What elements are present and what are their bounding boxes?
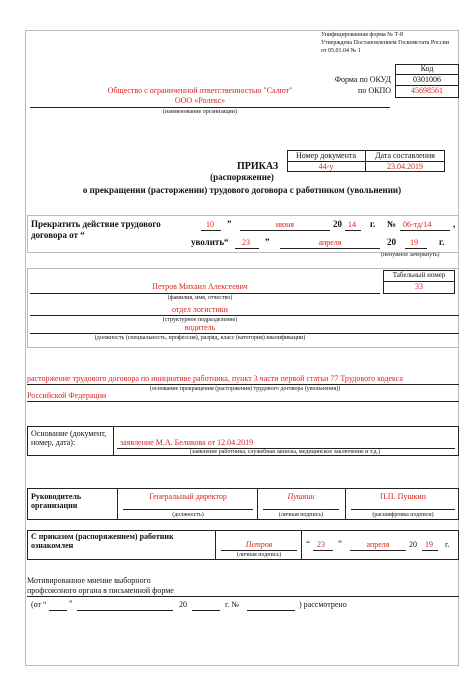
acquainted-year: 19 xyxy=(425,540,433,549)
acquainted-day: 23 xyxy=(317,540,325,549)
acquainted-signature-caption: (личная подпись) xyxy=(236,552,282,558)
dismiss-month: апреля xyxy=(318,238,342,247)
page-border xyxy=(25,30,459,666)
union-line2: профсоюзного органа в письменной форме xyxy=(27,586,174,595)
basis-label-line2: номер, дата): xyxy=(31,438,76,447)
dismiss-label: уволить xyxy=(191,237,225,247)
okud-label: Форма по ОКУД xyxy=(334,75,391,84)
okud-value: 0301006 xyxy=(413,75,441,84)
employee-position: водитель xyxy=(184,323,216,332)
contract-month: июня xyxy=(275,220,295,229)
contract-year: 14 xyxy=(348,220,356,229)
contract-number: 06-тд/14 xyxy=(403,220,432,229)
acquainted-month: апреля xyxy=(366,540,390,549)
order-subtitle: (распоряжение) xyxy=(210,172,274,182)
acquainted-signature: Петров xyxy=(245,540,273,549)
order-heading: о прекращении (расторжении) трудового договора с работником (увольнении) xyxy=(82,185,402,195)
basis-value: заявление М.А. Беликова от 12.04.2019 xyxy=(120,438,254,447)
union-from-label: (от “ xyxy=(31,600,47,609)
head-decoding: П.П. Пушкин xyxy=(380,492,426,501)
grounds-caption: (основание прекращения (расторжения) трудового договора (увольнения)) xyxy=(149,386,341,392)
approved-line2: от 05.01.04 № 1 xyxy=(321,48,361,54)
grounds-line1: расторжение трудового договора по инициативе работника, пункт 3 части первой статьи 77 Трудового кодекса xyxy=(27,374,403,383)
order-date-label: Дата составления xyxy=(375,151,435,160)
grounds-line2: Российской Федерации xyxy=(27,391,107,400)
head-signature: Пушкин xyxy=(287,492,315,501)
okpo-value: 45698561 xyxy=(411,86,443,95)
order-title: ПРИКАЗ xyxy=(237,161,279,172)
org-name-line2: ООО «Ролекс» xyxy=(174,96,226,105)
employee-name: Петров Михаил Алексеевич xyxy=(152,282,248,291)
dismiss-year: 19 xyxy=(410,238,418,247)
contract-day: 10 xyxy=(206,220,214,229)
form-title: Унифицированная форма № Т-8 xyxy=(321,32,404,38)
union-line1: Мотивированное мнение выборного xyxy=(27,576,151,585)
org-name-line1: Общество с ограниченной ответственностью "Салют" xyxy=(107,86,293,95)
basis-caption: (заявление работника, служебная записка, медицинское заключение и т.д.) xyxy=(189,449,381,455)
terminate-label-line1: Прекратить действие трудового xyxy=(31,219,161,229)
position-caption: (должность (специальность, профессия), разряд, класс (категория) квалификации) xyxy=(94,335,306,341)
acquainted-label-line1: С приказом (распоряжением) работник xyxy=(31,532,174,541)
code-label: Код xyxy=(420,64,434,73)
department-caption: (структурное подразделение) xyxy=(162,317,238,323)
terminate-label-line2: договора от “ xyxy=(31,230,85,240)
head-position: Генеральный директор xyxy=(149,492,227,501)
employee-name-caption: (фамилия, имя, отчество) xyxy=(167,295,233,301)
basis-label-line1: Основание (документ, xyxy=(31,429,107,438)
head-signature-caption: (личная подпись) xyxy=(278,512,324,518)
okpo-label: по ОКПО xyxy=(358,86,391,95)
strike-caption: (ненужное зачеркнуть) xyxy=(381,252,440,258)
head-decoding-caption: (расшифровка подписи) xyxy=(372,512,434,518)
org-caption: (наименование организации) xyxy=(163,109,237,115)
tab-number: 33 xyxy=(415,282,423,291)
order-number-label: Номер документа xyxy=(295,151,356,160)
head-label-line1: Руководитель xyxy=(31,492,82,501)
acquainted-label-line2: ознакомлен xyxy=(31,541,74,550)
document-page: Унифицированная форма № Т-8 Утверждена Постановлением Госкомстата России от 05.01.04 № 1 Код Форма по ОКУД 0301006 по ОКПО 45698561 Общество с ограниченной ответственностью "Салют" ООО «Ролекс» (наименование организации) Номер документа Дата составления ПРИКАЗ 44-у 23.04.2019 (распоряжение) о прекращении (расторжении) трудового договора с работником (увольнении) Прекратить действие трудового договора от “ 10 ” июня 20 14 г. № 06-тд/14 , уволить “ 23 ” апреля 20 19 г. (ненужное зачеркнуть) Табельный номер 33 Петров Михаил Алексеевич (фамилия, имя, отчество) отдел логистики (структурное подразделение) водитель (должность (специальность, профессия), разряд, класс (категория) квалификации) расторжение трудового договора по инициативе работника, пункт 3 части первой статьи 77 Трудового кодекса (основание прекращения (расторжения) трудового договора (увольнения)) Российской Федерации Основание (документ, номер, дата): заявление М.А. Беликова от 12.04.2019 (заявление работника, служебная записка, медицинское заключение и т.д.) Руководитель организации Генеральный директор (должность) Пушкин (личная подпись) П.П. Пушкин (расшифровка подписи) С приказом (распоряжением) работник ознакомлен Петров (личная подпись) “ 23 ” апреля 20 19 г. Мотивированное мнение выборного профсоюзного органа в письменной форме (от “ ” 20 г. № ) рассмотрено xyxy=(25,30,459,666)
employee-department: отдел логистики xyxy=(172,305,228,314)
head-label-line2: организации xyxy=(31,501,78,510)
head-position-caption: (должность) xyxy=(172,512,204,518)
order-number: 44-у xyxy=(318,162,334,171)
tab-number-label: Табельный номер xyxy=(392,271,446,279)
union-end: ) рассмотрено xyxy=(299,600,347,609)
order-date: 23.04.2019 xyxy=(387,162,423,171)
dismiss-day: 23 xyxy=(242,238,250,247)
approved-line1: Утверждена Постановлением Госкомстата России xyxy=(321,40,449,46)
